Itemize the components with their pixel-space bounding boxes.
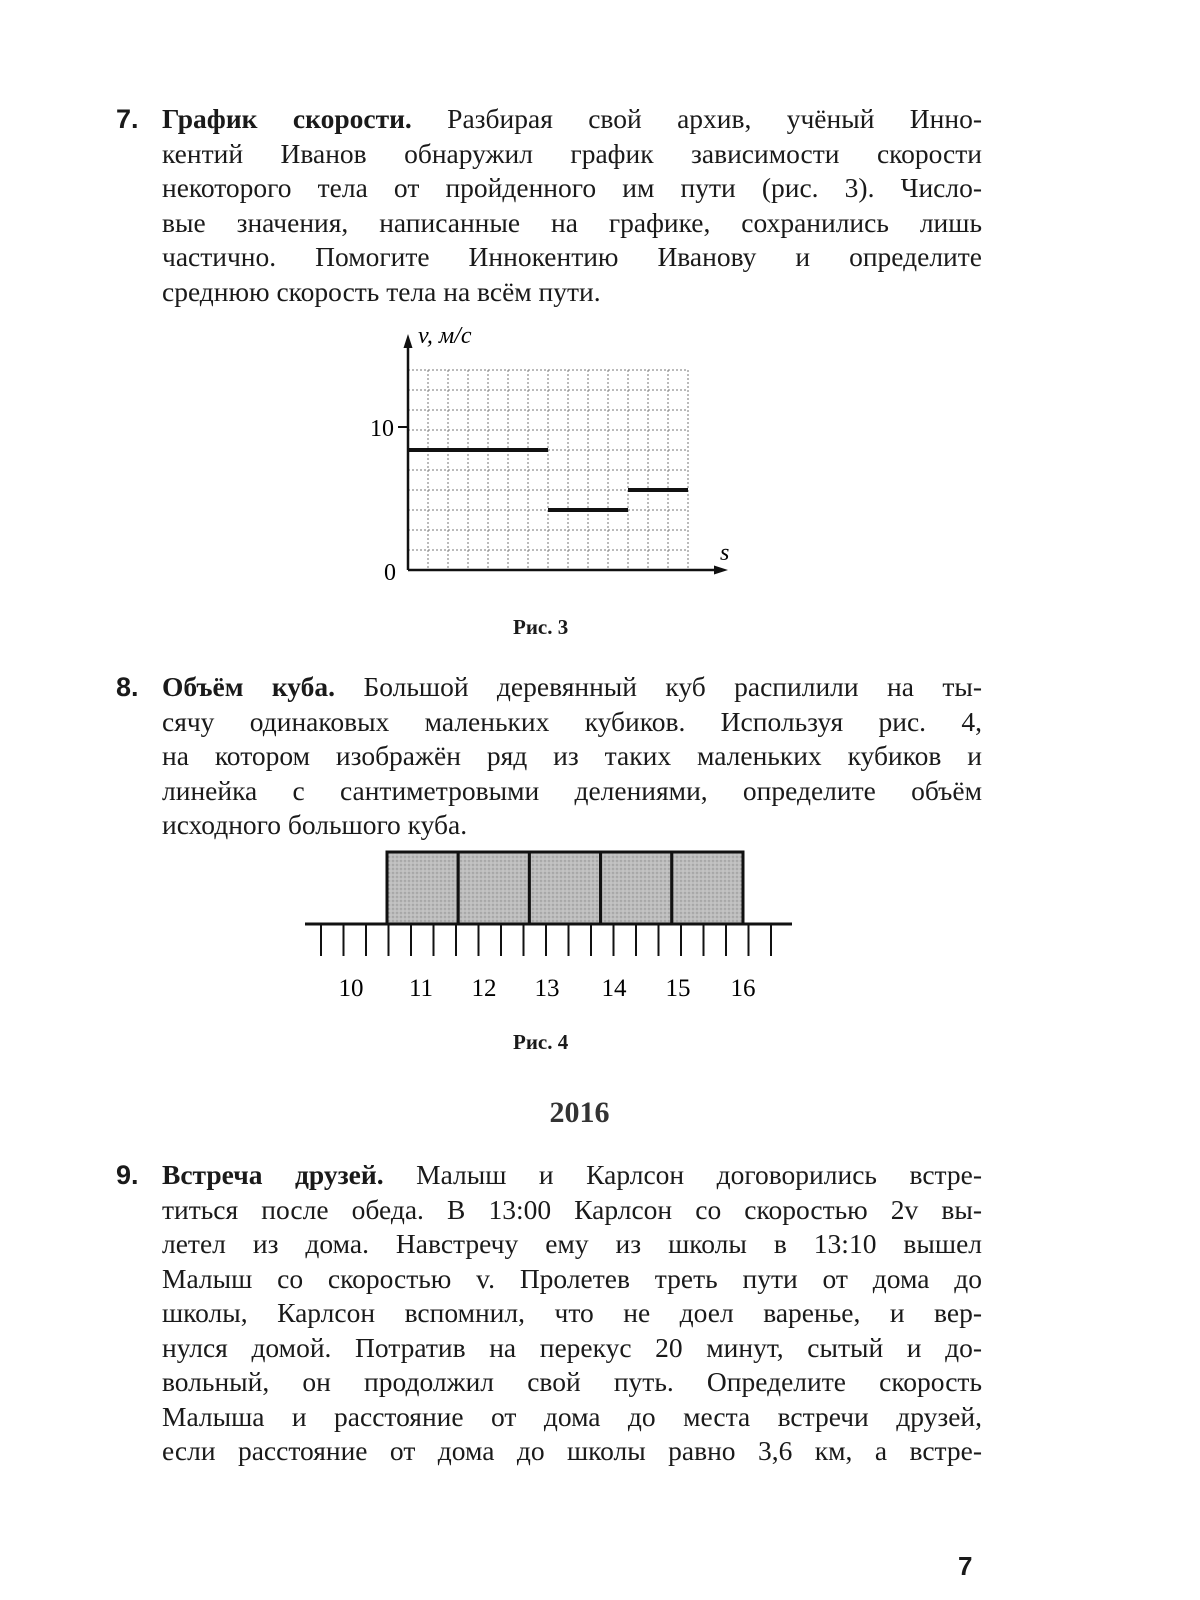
y-axis-label: v, м/с [418,323,472,349]
problem-text [162,102,982,309]
problem-line: вольный, он продолжил свой путь. Определите скорость [162,1366,982,1397]
problem-title: Объём куба. [162,671,336,702]
problem-line: среднюю скорость тела на всём пути. [162,275,601,307]
problem-line: кентий Иванов обнаружил график зависимости скорости [162,137,982,169]
figure-3-graph [340,320,760,590]
problem-7 [116,102,982,309]
problem-line: если расстояние от дома до школы равно 3,6 км, а встре- [162,1435,982,1466]
small-cube [458,852,529,924]
problem-title: Встреча друзей. [162,1159,384,1190]
ruler-label: 14 [601,975,627,1002]
ruler-label: 11 [408,975,434,1002]
ruler-label: 13 [534,975,560,1002]
problem-number: 9. [116,1160,139,1190]
origin-label: 0 [384,560,396,586]
ruler-label: 16 [730,975,756,1002]
problem-title: График скорости. [162,103,412,134]
x-axis-label: s [720,540,730,566]
problem-line: Объём куба. Большой деревянный куб распилили на ты- [162,671,982,702]
problem-line: некоторого тела от пройденного им пути (рис. 3). Число- [162,172,982,203]
small-cube [672,852,743,924]
problem-line: вые значения, написанные на графике, сохранились лишь [162,206,982,238]
problem-number: 7. [116,104,139,134]
graph-grid [408,370,688,570]
ruler-labels [339,975,756,1002]
problem-line: исходного большого куба. [162,809,468,840]
figure-3-caption: Рис. 3 [513,615,569,639]
figure-4-cubes-ruler [300,840,800,1010]
problem-number: 8. [116,672,139,702]
small-cube [529,852,600,924]
problem-line: частично. Помогите Иннокентию Иванову и определите [162,241,982,272]
ruler-label: 15 [665,975,691,1002]
section-year: 2016 [549,1096,610,1129]
ruler-label: 12 [471,975,497,1002]
small-cube [601,852,672,924]
x-axis-arrow [714,566,728,575]
ruler-label: 10 [338,975,364,1002]
problem-line: на котором изображён ряд из таких маленьких кубиков и [162,740,982,771]
problem-text [162,1158,982,1469]
problem-line: школы, Карлсон вспомнил, что не доел варенье, и вер- [162,1297,982,1328]
problem-line: титься после обеда. В 13:00 Карлсон со скоростью 2v вы- [162,1193,982,1225]
cubes-row [387,852,743,924]
y-tick-label: 10 [370,416,394,442]
problem-8 [116,670,982,843]
problem-line: График скорости. Разбирая свой архив, учёный Инно- [162,103,982,134]
problem-line: сячу одинаковых маленьких кубиков. Используя рис. 4, [162,705,982,737]
problem-line: нулся домой. Потратив на перекус 20 минут, сытый и до- [162,1331,982,1363]
problem-text [162,670,982,843]
problem-line: Малыш со скоростью v. Пролетев треть пути от дома до [162,1262,982,1294]
small-cube [387,852,458,924]
problem-line: Встреча друзей. Малыш и Карлсон договорились встре- [162,1159,982,1190]
y-axis-arrow [404,334,413,348]
problem-line: летел из дома. Навстречу ему из школы в 13:10 вышел [162,1228,982,1259]
problem-9 [116,1158,982,1469]
ruler-ticks [321,924,771,956]
problem-line: Малыша и расстояние от дома до места встречи друзей, [162,1400,982,1432]
problem-line: линейка с сантиметровыми делениями, определите объём [162,774,982,806]
figure-4-caption: Рис. 4 [513,1030,569,1054]
page-number: 7 [958,1551,973,1581]
